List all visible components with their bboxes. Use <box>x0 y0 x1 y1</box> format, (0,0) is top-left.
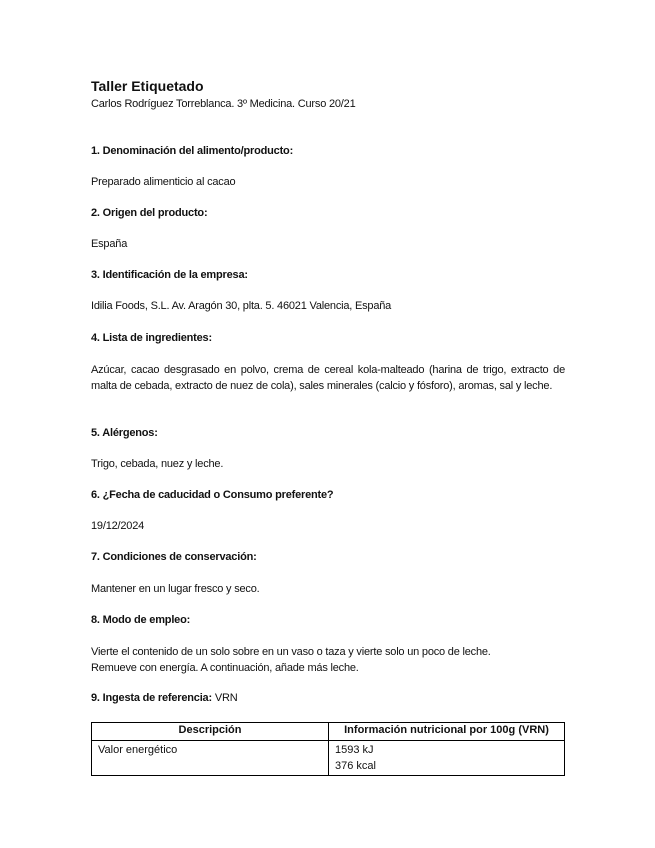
nutrition-table <box>91 722 565 776</box>
section-2-heading: 2. Origen del producto: <box>91 207 208 219</box>
section-5-text: Trigo, cebada, nuez y leche. <box>91 458 224 470</box>
table-cell-value <box>329 741 565 776</box>
section-2-text: España <box>91 238 128 250</box>
section-5-heading: 5. Alérgenos: <box>91 427 158 439</box>
energy-kcal: 376 kcal <box>335 760 376 772</box>
section-8-line-1: Vierte el contenido de un solo sobre en un vaso o taza y vierte solo un poco de leche. <box>91 646 491 658</box>
section-9-heading-line <box>91 692 237 704</box>
document-title: Taller Etiquetado <box>91 78 204 94</box>
energy-kj: 1593 kJ <box>335 744 374 756</box>
table-row <box>92 741 565 776</box>
section-6-text: 19/12/2024 <box>91 520 145 532</box>
section-4-heading: 4. Lista de ingredientes: <box>91 332 212 344</box>
section-1-heading: 1. Denominación del alimento/producto: <box>91 145 294 157</box>
section-6-heading: 6. ¿Fecha de caducidad o Consumo preferente? <box>91 489 334 501</box>
section-3-heading: 3. Identificación de la empresa: <box>91 269 248 281</box>
section-9-value: VRN <box>214 692 238 704</box>
table-header-row <box>92 723 565 741</box>
table-header-nutrition: Información nutricional por 100g (VRN) <box>329 723 565 741</box>
table-cell-description: Valor energético <box>92 741 329 776</box>
section-9-heading: 9. Ingesta de referencia: <box>91 692 212 704</box>
section-8-heading: 8. Modo de empleo: <box>91 614 191 626</box>
section-8-line-2: Remueve con energía. A continuación, añade más leche. <box>91 662 359 674</box>
section-3-text: Idilia Foods, S.L. Av. Aragón 30, plta. 5. 46021 Valencia, España <box>91 300 392 312</box>
document-subtitle: Carlos Rodríguez Torreblanca. 3º Medicina. Curso 20/21 <box>91 98 356 110</box>
section-7-heading: 7. Condiciones de conservación: <box>91 551 257 563</box>
section-1-text: Preparado alimenticio al cacao <box>91 176 236 188</box>
section-8-text <box>91 644 491 676</box>
section-4-text: Azúcar, cacao desgrasado en polvo, crema de cereal kola-malteado (harina de trigo, extracto de malta de cebada, extracto de nuez de cola), sales minerales (calcio y fósforo), aromas, sal y leche. <box>91 364 565 392</box>
table-header-description: Descripción <box>92 723 329 741</box>
section-7-text: Mantener en un lugar fresco y seco. <box>91 583 260 595</box>
